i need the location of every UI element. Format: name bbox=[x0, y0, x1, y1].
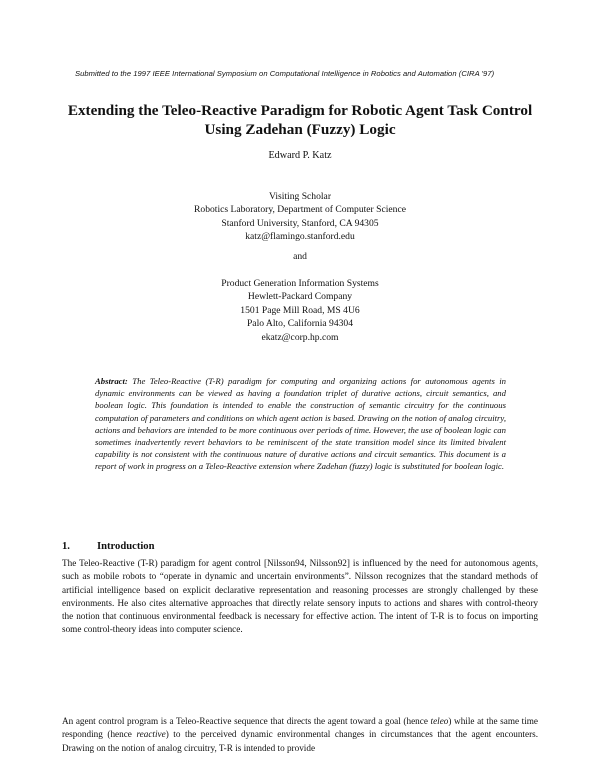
affiliation-hp bbox=[100, 277, 500, 344]
affiliation-email: katz@flamingo.stanford.edu bbox=[245, 231, 355, 243]
affiliation-email-2: ekatz@corp.hp.com bbox=[261, 331, 339, 343]
abstract-text: The Teleo-Reactive (T-R) paradigm for computing and organizing actions for autonomous agents in dynamic environments can be viewed as having a foundation triplet of durative actions, circuit semantics, and boolean logic. This foundation is intended to enable the construction of semantic circuitry for the continuous computation of parameters and conditions on which agent action is based. Drawing on the notion of analog circuitry, actions and behaviors are intended to be more continuous over periods of time. However, the use of boolean logic can sometimes inadvertently revert behaviors to be reminiscent of the state transition model since its limited bivalent capability is not consistent with the continuous nature of durative actions and circuit semantics. This document is a report of work in progress on a Teleo-Reactive extension where Zadehan (fuzzy) logic is substituted for boolean logic. bbox=[95, 376, 507, 472]
section-heading bbox=[62, 541, 155, 552]
para-2-reactive: reactive bbox=[136, 729, 166, 740]
paper-title bbox=[60, 101, 540, 139]
section-title: Introduction bbox=[97, 541, 155, 552]
affiliation-company: Hewlett-Packard Company bbox=[247, 291, 353, 303]
para-2-teleo: teleo bbox=[430, 716, 449, 726]
affiliation-group: Product Generation Information Systems bbox=[221, 278, 379, 289]
abstract-label: Abstract: bbox=[95, 376, 128, 386]
affiliation-lab: Robotics Laboratory, Department of Computer Science bbox=[194, 204, 406, 216]
intro-paragraph-2 bbox=[62, 715, 538, 755]
affiliation-stanford bbox=[100, 190, 500, 244]
affiliation-conjunction: and bbox=[293, 251, 307, 262]
title-line-2: Using Zadehan (Fuzzy) Logic bbox=[204, 121, 396, 138]
author-name: Edward P. Katz bbox=[268, 150, 332, 161]
intro-paragraph-1: The Teleo-Reactive (T-R) paradigm for agent control [Nilsson94, Nilsson92] is influenced by the need for autonomous agents, such as mobile robots to “operate in dynamic and uncertain environments”. Nilsson recognizes that the standard methods of artificial intelligence based on explicit declarative representation and reasoning processes are strongly challenged by these environments. He also cites alternative approaches that directly relate sensory inputs to actions and shares with control-theory the notion that continuous environmental feedback is necessary for effective action. The intent of T-R is to focus on importing some control-theory ideas into computer science. bbox=[62, 558, 538, 635]
affiliation-city: Palo Alto, California 94304 bbox=[246, 318, 354, 330]
affiliation-role: Visiting Scholar bbox=[268, 191, 332, 202]
para-2-part-a: An agent control program is a Teleo-Reactive sequence that directs the agent toward a goal (hence bbox=[62, 716, 431, 726]
affiliation-street: 1501 Page Mill Road, MS 4U6 bbox=[240, 304, 360, 316]
para-2-part-c: ) to the perceived dynamic environmental changes in circumstances that the agent encounters. Drawing on the notion of analog circuitry, T-R is intended to provide bbox=[62, 729, 538, 753]
affiliation-address: Stanford University, Stanford, CA 94305 bbox=[221, 217, 379, 229]
submission-note: Submitted to the 1997 IEEE International Symposium on Computational Intelligence in Robotics and Automation (CIRA '97) bbox=[75, 69, 495, 78]
para-2-part-b: ) while at the same time responding (hence bbox=[62, 716, 538, 740]
abstract bbox=[95, 375, 506, 473]
title-line-1: Extending the Teleo-Reactive Paradigm for Robotic Agent Task Control bbox=[67, 102, 533, 119]
section-number: 1. bbox=[62, 541, 70, 552]
